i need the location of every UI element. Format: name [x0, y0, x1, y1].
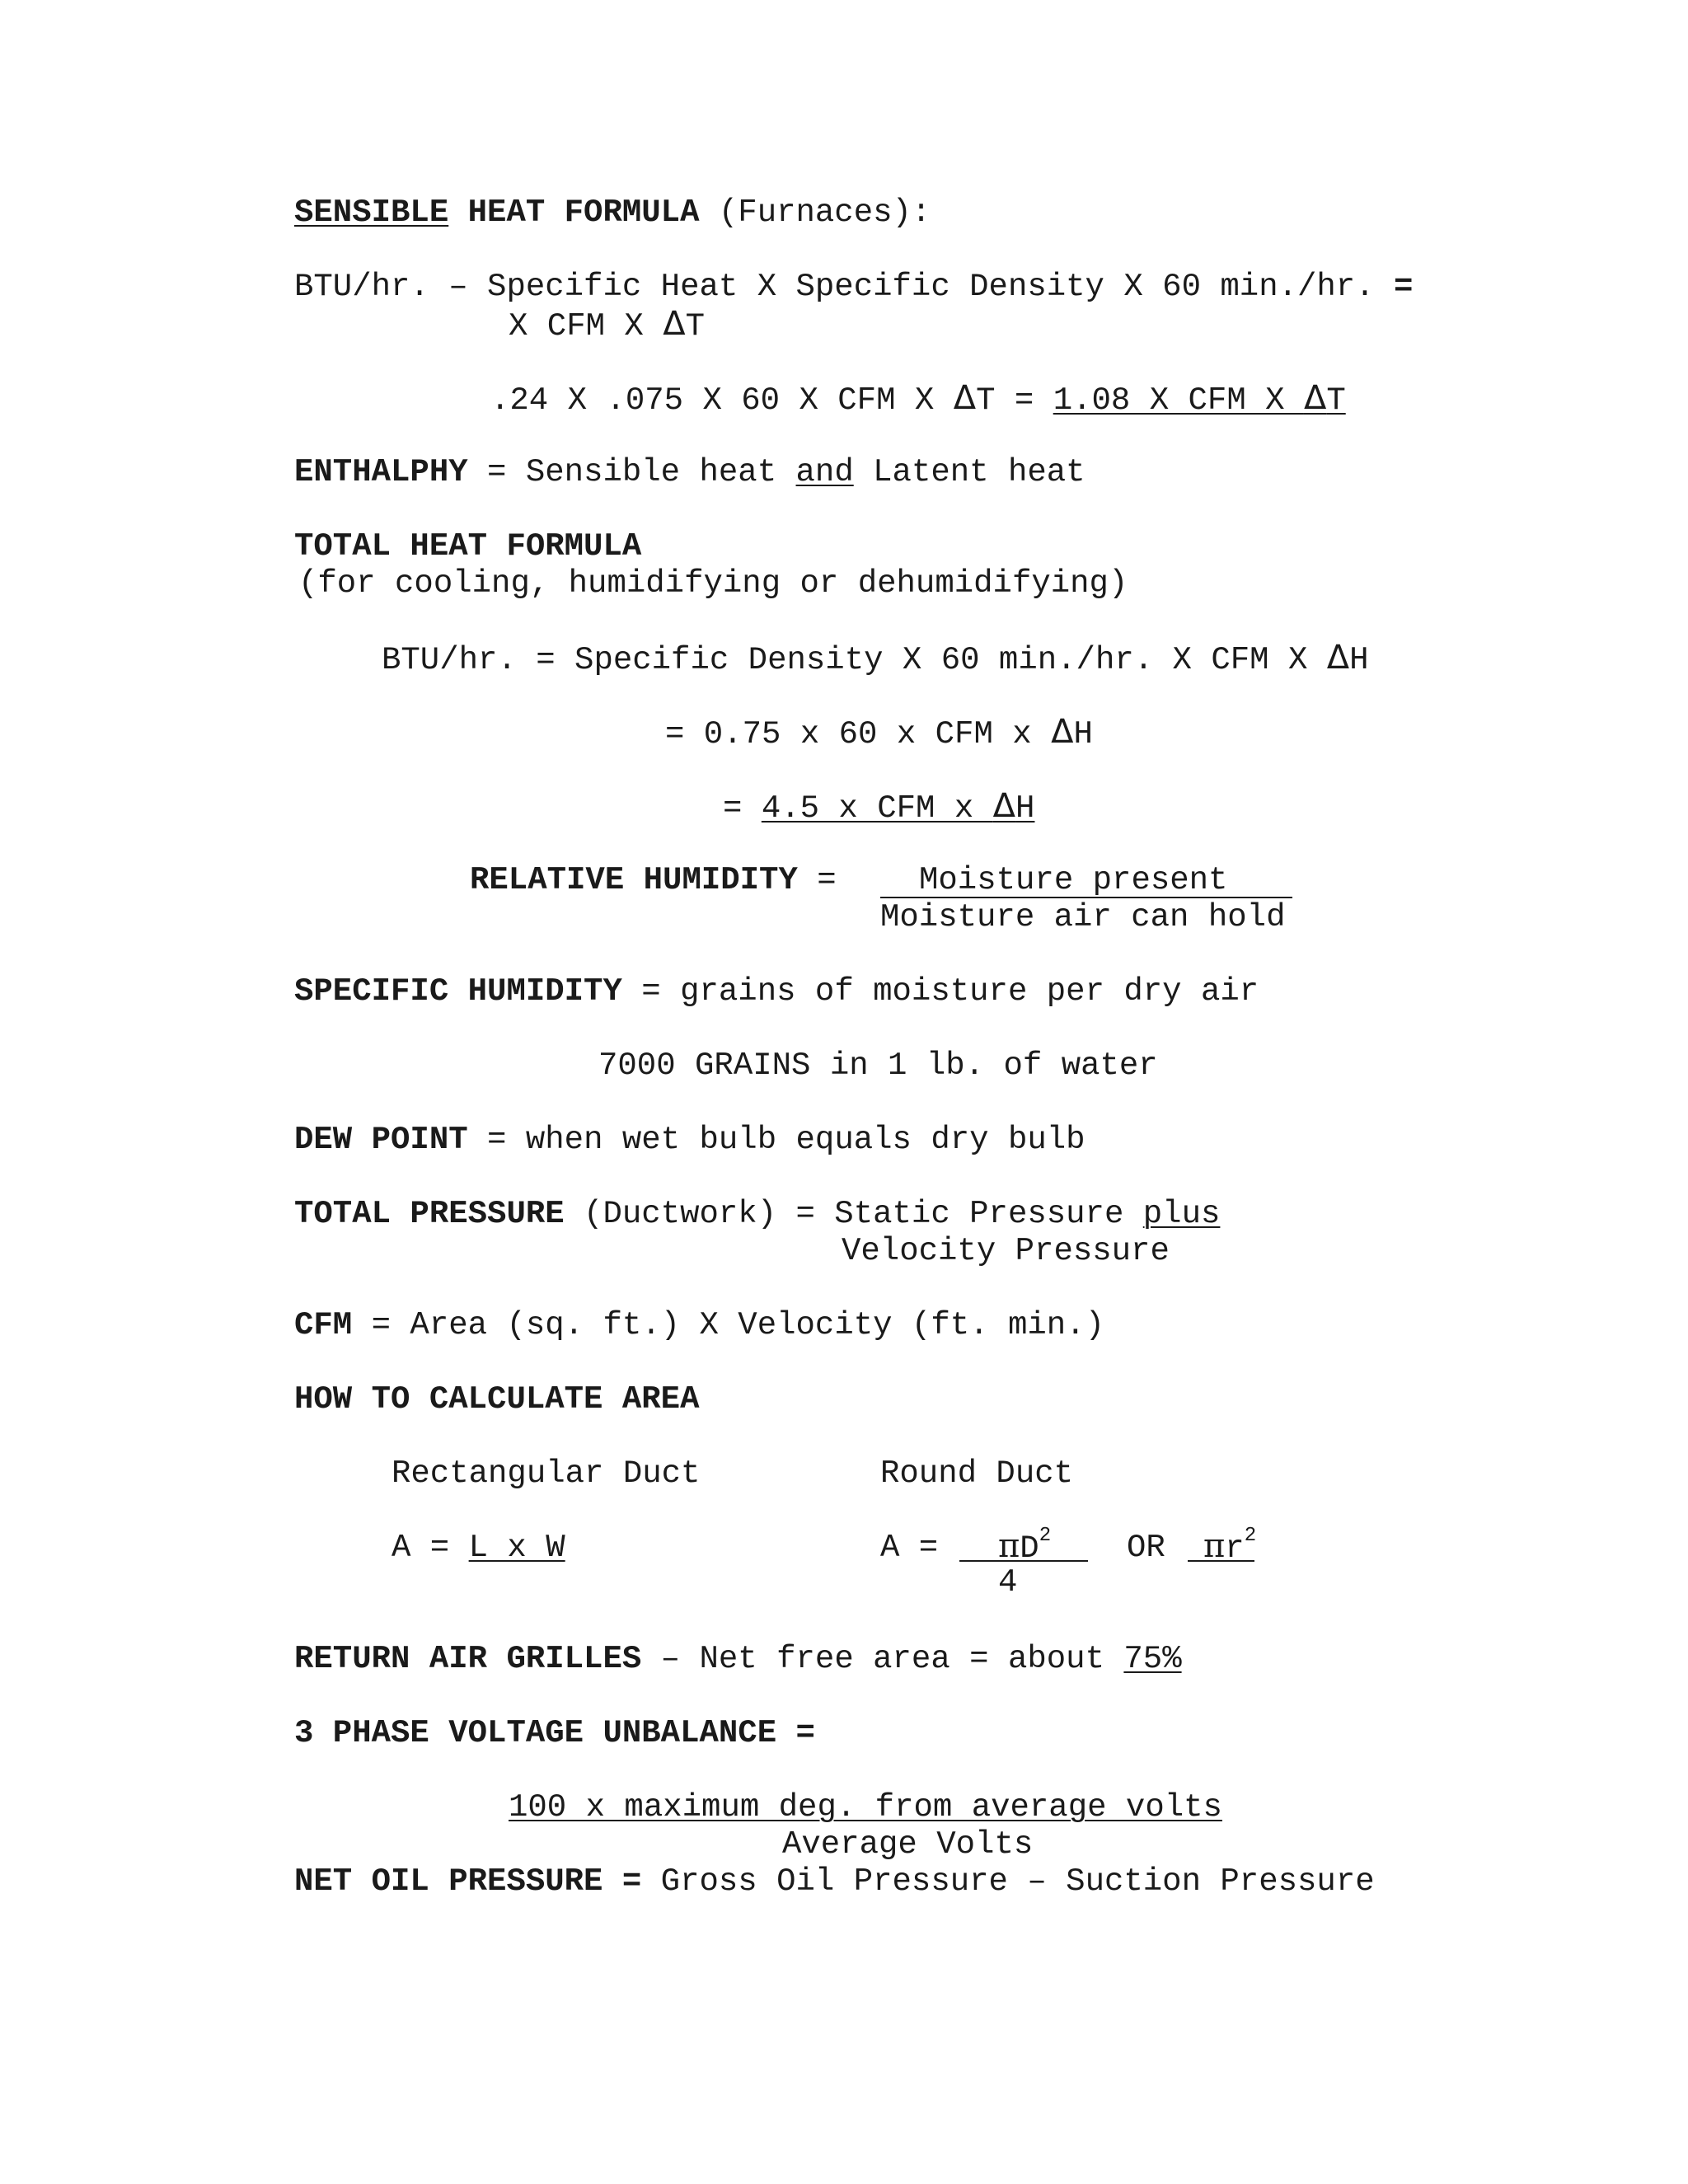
- pi-symbol: π: [998, 1527, 1020, 1565]
- return-air-label: RETURN AIR GRILLES: [294, 1641, 642, 1677]
- rectangular-area-formula: [392, 1530, 565, 1567]
- sensible-heat-heading: [294, 194, 931, 232]
- delta-symbol: Δ: [992, 787, 1016, 825]
- cfm-label: CFM: [294, 1307, 353, 1343]
- dew-point-text: = when wet bulb equals dry bulb: [467, 1122, 1085, 1158]
- total-heat-h: H: [1073, 716, 1093, 752]
- rect-eq: A =: [392, 1530, 469, 1566]
- relative-humidity-denominator: Moisture air can hold: [880, 899, 1286, 935]
- total-heat-line3: [723, 788, 1034, 827]
- total-heat-result-text: 4.5 x CFM x: [761, 790, 993, 827]
- round-area-or: OR: [1127, 1530, 1165, 1566]
- sensible-line2-text: X CFM X: [509, 308, 663, 344]
- total-heat-title: TOTAL HEAT FORMULA: [294, 528, 642, 565]
- sensible-line1-text: BTU/hr. – Specific Heat X Specific Density X 60 min./hr.: [294, 269, 1395, 305]
- round-area-eq: A =: [880, 1530, 939, 1566]
- enthalphy-text-a: = Sensible heat: [467, 454, 796, 490]
- total-heat-line1: [382, 640, 1369, 679]
- relative-humidity-label-line: [470, 862, 837, 899]
- area-title: HOW TO CALCULATE AREA: [294, 1381, 700, 1418]
- sensible-line3-result: [1053, 379, 1346, 419]
- net-oil-pressure-line: [294, 1863, 1375, 1900]
- net-oil-text: Gross Oil Pressure – Suction Pressure: [641, 1863, 1375, 1900]
- cfm-line: [294, 1307, 1104, 1344]
- enthalphy-text-b: Latent heat: [853, 454, 1085, 490]
- round-r: r: [1225, 1530, 1245, 1567]
- total-heat-h: H: [1015, 790, 1035, 827]
- relative-humidity-numerator: Moisture present: [919, 862, 1228, 898]
- enthalphy-line: [294, 454, 1085, 491]
- total-heat-line3-eq: =: [723, 790, 762, 827]
- delta-symbol: Δ: [1326, 639, 1350, 677]
- sensible-line1-equals: =: [1394, 269, 1414, 305]
- total-heat-line2-text: = 0.75 x 60 x CFM x: [665, 716, 1052, 752]
- return-air-text: – Net free area = about: [641, 1641, 1124, 1677]
- sensible-title-paren: (Furnaces):: [699, 194, 931, 231]
- total-pressure-line: [294, 1196, 1220, 1233]
- voltage-unbalance-numerator: 100 x maximum deg. from average volts: [509, 1789, 1222, 1825]
- relative-humidity-fraction-bar: [880, 897, 1292, 898]
- specific-humidity-note: 7000 GRAINS in 1 lb. of water: [598, 1047, 1158, 1084]
- voltage-unbalance-label: 3 PHASE VOLTAGE UNBALANCE =: [294, 1715, 815, 1751]
- pi-symbol: π: [1203, 1527, 1226, 1565]
- specific-humidity-label: SPECIFIC HUMIDITY: [294, 973, 622, 1010]
- squared-exponent: 2: [1039, 1525, 1052, 1547]
- squared-exponent: 2: [1244, 1525, 1257, 1547]
- round-duct-label: Round Duct: [880, 1455, 1074, 1492]
- dew-point-label: DEW POINT: [294, 1122, 468, 1158]
- cfm-text: = Area (sq. ft.) X Velocity (ft. min.): [352, 1307, 1104, 1343]
- total-pressure-plus: plus: [1142, 1196, 1221, 1232]
- sensible-line3-mid: T =: [976, 382, 1053, 419]
- round-d: D: [1020, 1530, 1039, 1567]
- round-area-alt-underline: [1188, 1560, 1254, 1562]
- delta-symbol: Δ: [1051, 713, 1074, 751]
- sensible-formula-line2: [509, 306, 705, 345]
- dew-point-line: [294, 1122, 1085, 1159]
- total-heat-result: [761, 787, 1035, 827]
- delta-symbol: Δ: [663, 305, 686, 343]
- sensible-result-text: 1.08 X CFM X: [1053, 382, 1304, 419]
- voltage-unbalance-denominator: Average Volts: [782, 1826, 1034, 1863]
- sensible-line3-left: .24 X .075 X 60 X CFM X: [490, 382, 954, 419]
- round-area-denominator: 4: [998, 1564, 1018, 1601]
- enthalphy-label: ENTHALPHY: [294, 454, 468, 490]
- total-pressure-text-b: Velocity Pressure: [842, 1233, 1170, 1269]
- sensible-formula-line1: [294, 269, 1413, 306]
- return-air-value: 75%: [1123, 1641, 1182, 1677]
- enthalphy-and: and: [795, 454, 854, 490]
- sensible-line2-t: T: [685, 308, 706, 344]
- sensible-title-underlined: SENSIBLE: [294, 194, 449, 231]
- delta-symbol: Δ: [1303, 379, 1327, 417]
- total-heat-subtitle: (for cooling, humidifying or dehumidifying): [298, 565, 1128, 602]
- rect-formula: L x W: [468, 1530, 565, 1566]
- total-pressure-label: TOTAL PRESSURE: [294, 1196, 565, 1232]
- sensible-formula-line3: [490, 380, 1346, 419]
- total-heat-h: H: [1349, 642, 1369, 678]
- delta-symbol: Δ: [953, 379, 977, 417]
- relative-humidity-eq: =: [797, 862, 837, 898]
- sensible-title-rest: HEAT FORMULA: [448, 194, 700, 231]
- specific-humidity-line: [294, 973, 1259, 1010]
- total-heat-line1-text: BTU/hr. = Specific Density X 60 min./hr. X CFM X: [382, 642, 1327, 678]
- total-pressure-text-a: (Ductwork) = Static Pressure: [564, 1196, 1143, 1232]
- relative-humidity-label: RELATIVE HUMIDITY: [470, 862, 798, 898]
- net-oil-label: NET OIL PRESSURE =: [294, 1863, 642, 1900]
- specific-humidity-text: = grains of moisture per dry air: [621, 973, 1259, 1010]
- round-area-fraction-bar: [959, 1560, 1088, 1562]
- total-heat-line2: [665, 714, 1093, 753]
- rectangular-duct-label: Rectangular Duct: [392, 1455, 701, 1492]
- return-air-line: [294, 1641, 1182, 1678]
- sensible-result-t: T: [1326, 382, 1346, 419]
